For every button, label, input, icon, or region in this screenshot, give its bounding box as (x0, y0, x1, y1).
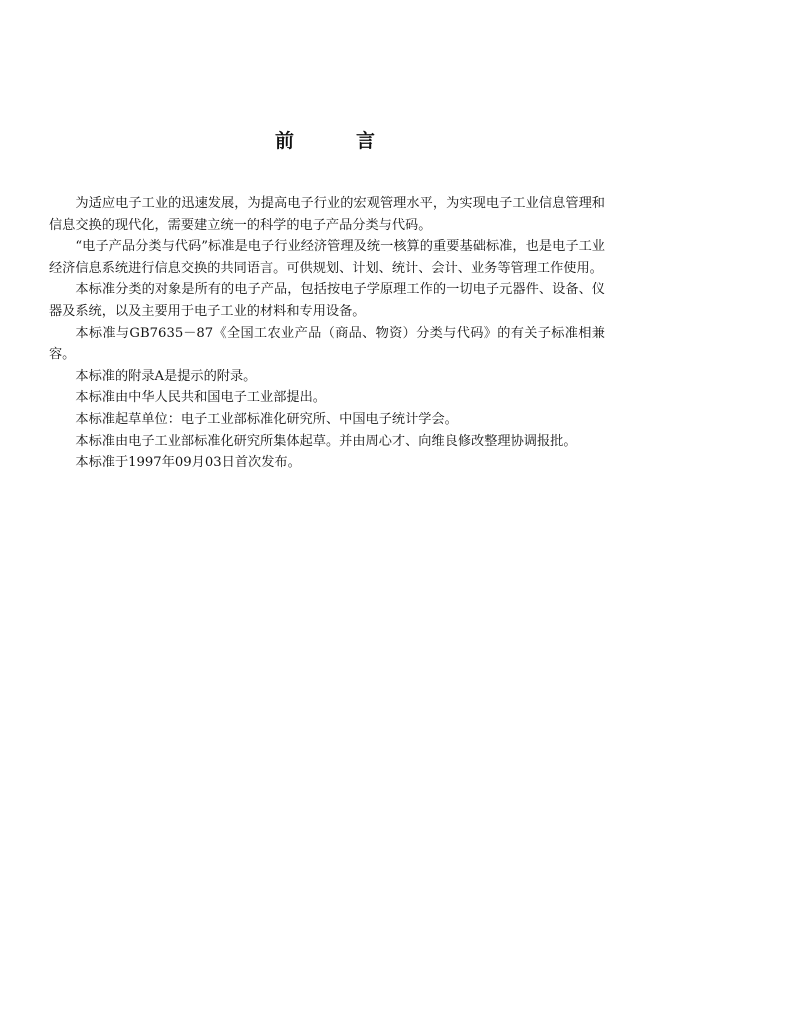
paragraph-purpose: 为适应电子工业的迅速发展，为提高电子行业的宏观管理水平，为实现电子工业信息管理和信息交换的现代化，需要建立统一的科学的电子产品分类与代码。 (49, 196, 605, 233)
paragraph-publication-date: 本标准于1997年09月03日首次发布。 (75, 455, 301, 471)
paragraph-drafters: 本标准由电子工业部标准化研究所集体起草。并由周心才、向维良修改整理协调报批。 (75, 433, 577, 449)
paragraph-standard-role: “电子产品分类与代码”标准是电子行业经济管理及统一核算的重要基础标准，也是电子工业经济信息系统进行信息交换的共同语言。可供规划、计划、统计、会计、业务等管理工作使用。 (49, 239, 605, 276)
paragraph-scope: 本标准分类的对象是所有的电子产品，包括按电子学原理工作的一切电子元器件、设备、仪器及系统，以及主要用于电子工业的材料和专用设备。 (49, 282, 605, 319)
preface-body (49, 193, 605, 474)
page-title: 前言 (274, 129, 437, 152)
paragraph-compatibility: 本标准与GB7635－87《全国工农业产品（商品、物资）分类与代码》的有关子标准相兼容。 (49, 325, 605, 363)
paragraph-proposer: 本标准由中华人民共和国电子工业部提出。 (75, 390, 326, 406)
paragraph-appendix: 本标准的附录A是提示的附录。 (75, 368, 257, 384)
paragraph-drafting-unit: 本标准起草单位：电子工业部标准化研究所、中国电子统计学会。 (75, 411, 458, 427)
